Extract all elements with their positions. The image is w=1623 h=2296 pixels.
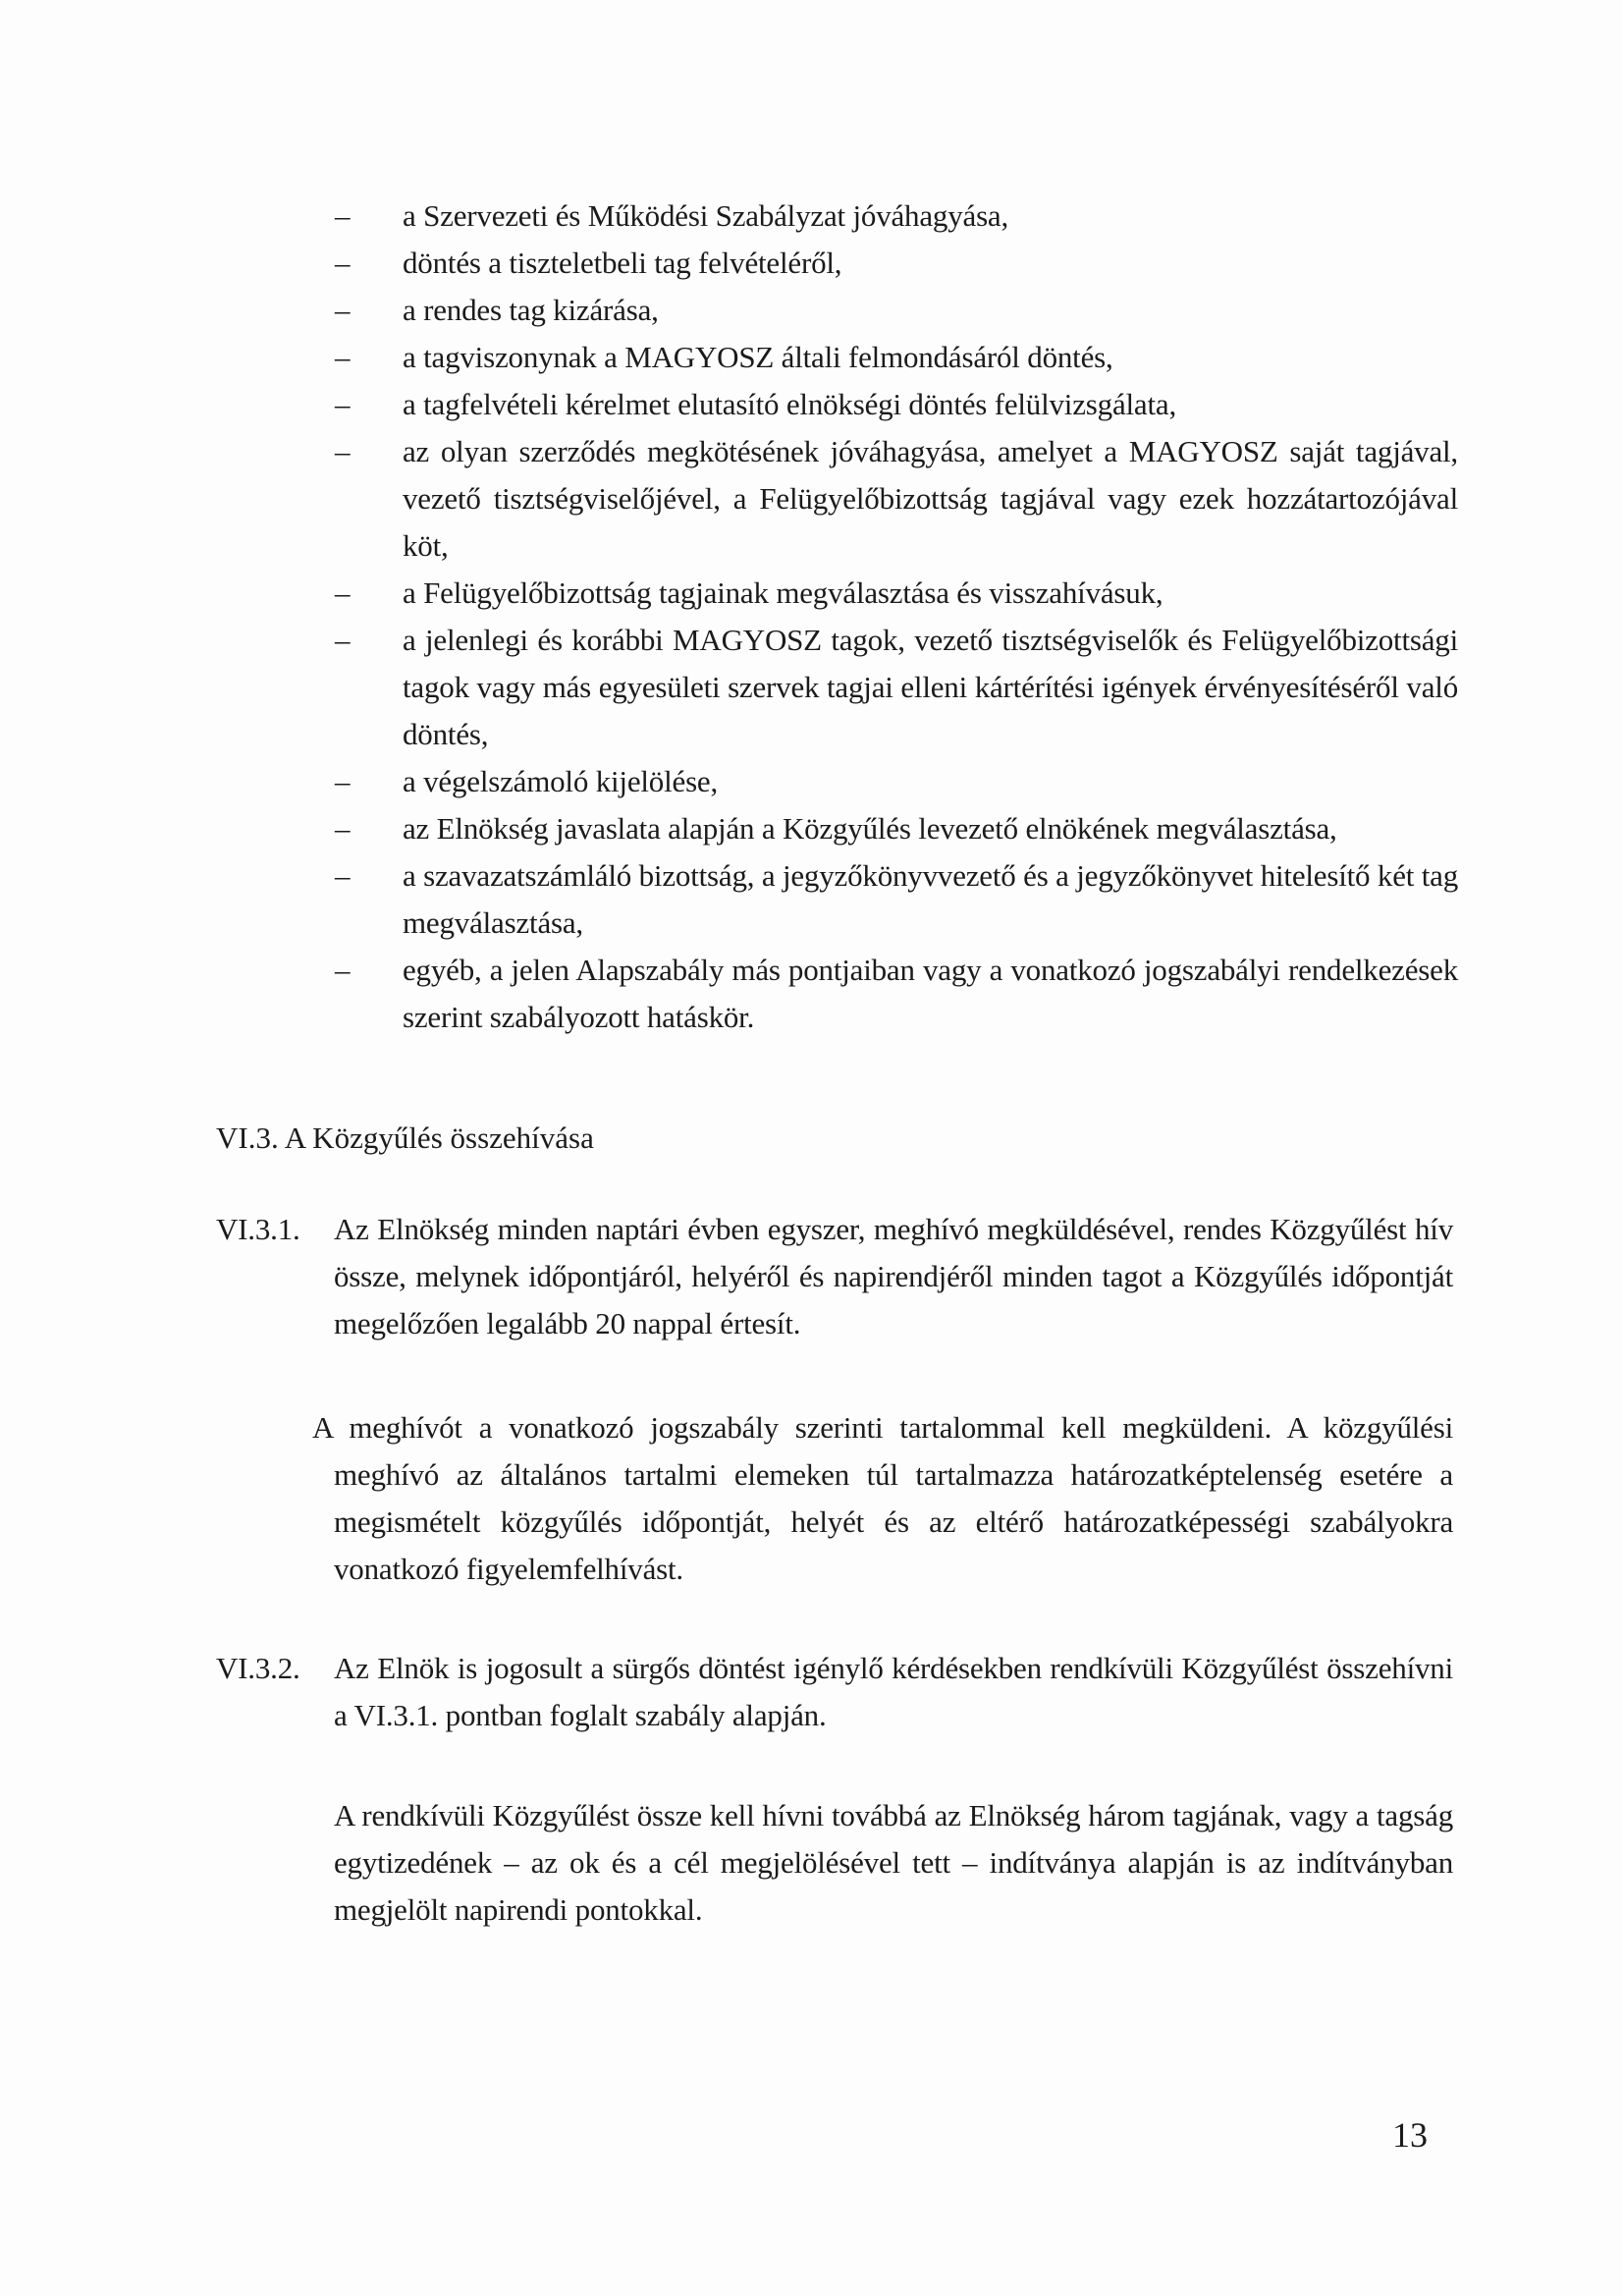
bullet-dash: – bbox=[335, 953, 351, 987]
list-item: – döntés a tiszteletbeli tag felvételéről, bbox=[319, 240, 1458, 287]
bullet-dash: – bbox=[335, 387, 351, 421]
competence-list bbox=[319, 192, 1458, 1041]
bullet-dash: – bbox=[335, 858, 351, 893]
bullet-dash: – bbox=[335, 623, 351, 657]
bullet-dash: – bbox=[335, 434, 351, 468]
list-item: – a jelenlegi és korábbi MAGYOSZ tagok, vezető tisztségviselők és Felügyelőbizottsági tagok vagy más egyesületi szervek tagjai elleni kártérítési igények érvényesítéséről való döntés, bbox=[319, 617, 1458, 758]
paragraph-vi-3-2 bbox=[216, 1645, 1453, 1739]
bullet-dash: – bbox=[335, 811, 351, 846]
list-item: – a Felügyelőbizottság tagjainak megválasztása és visszahívásuk, bbox=[319, 570, 1458, 617]
page-number: 13 bbox=[1392, 2115, 1428, 2155]
list-item: – a Szervezeti és Működési Szabályzat jóváhagyása, bbox=[319, 192, 1458, 240]
bullet-dash: – bbox=[335, 575, 351, 610]
list-item: – a tagfelvételi kérelmet elutasító elnökségi döntés felülvizsgálata, bbox=[319, 381, 1458, 428]
list-item: – egyéb, a jelen Alapszabály más pontjaiban vagy a vonatkozó jogszabályi rendelkezések szerint szabályozott hatáskör. bbox=[319, 947, 1458, 1041]
list-item: – az Elnökség javaslata alapján a Közgyűlés levezető elnökének megválasztása, bbox=[319, 805, 1458, 852]
list-item: – a szavazatszámláló bizottság, a jegyzőkönyvvezető és a jegyzőkönyvet hitelesítő két tag megválasztása, bbox=[319, 852, 1458, 947]
paragraph-vi-3-1-invitation: A meghívót a vonatkozó jogszabály szerinti tartalommal kell megküldeni. A közgyűlési meghívó az általános tartalmi elemeken túl tartalmazza határozatképtelenség esetére a megismételt közgyűlés időpontját, helyét és az eltérő határozatképességi szabályokra vonatkozó figyelemfelhívást. bbox=[312, 1410, 1453, 1586]
list-item: – a rendes tag kizárása, bbox=[319, 287, 1458, 334]
bullet-dash: – bbox=[335, 198, 351, 233]
list-item: – a végelszámoló kijelölése, bbox=[319, 758, 1458, 805]
paragraph-vi-3-2-extraordinary: A rendkívüli Közgyűlést össze kell hívni továbbá az Elnökség három tagjának, vagy a tagság egytizedének – az ok és a cél megjelölésével tett – indítványa alapján is az indítványban megjelölt napirendi pontokkal. bbox=[334, 1798, 1453, 1927]
section-number: VI.3.2. bbox=[216, 1651, 300, 1685]
list-item: – a tagviszonynak a MAGYOSZ általi felmondásáról döntés, bbox=[319, 334, 1458, 381]
bullet-dash: – bbox=[335, 246, 351, 280]
paragraph-vi-3-1 bbox=[216, 1206, 1453, 1347]
section-number: VI.3.1. bbox=[216, 1212, 300, 1246]
bullet-dash: – bbox=[335, 340, 351, 374]
paragraph-text: Az Elnök is jogosult a sürgős döntést igénylő kérdésekben rendkívüli Közgyűlést összehívni a VI.3.1. pontban foglalt szabály alapján. bbox=[334, 1651, 1453, 1732]
section-heading: VI.3. A Közgyűlés összehívása bbox=[216, 1121, 594, 1155]
paragraph-text: Az Elnökség minden naptári évben egyszer, meghívó megküldésével, rendes Közgyűlést hív össze, melynek időpontjáról, helyéről és napirendjéről minden tagot a Közgyűlés időpontját megelőzően legalább 20 nappal értesít. bbox=[334, 1212, 1453, 1340]
bullet-dash: – bbox=[335, 764, 351, 798]
bullet-dash: – bbox=[335, 293, 351, 327]
list-item: – az olyan szerződés megkötésének jóváhagyása, amelyet a MAGYOSZ saját tagjával, vezető tisztségviselőjével, a Felügyelőbizottság tagjával vagy ezek hozzátartozójával köt, bbox=[319, 428, 1458, 570]
